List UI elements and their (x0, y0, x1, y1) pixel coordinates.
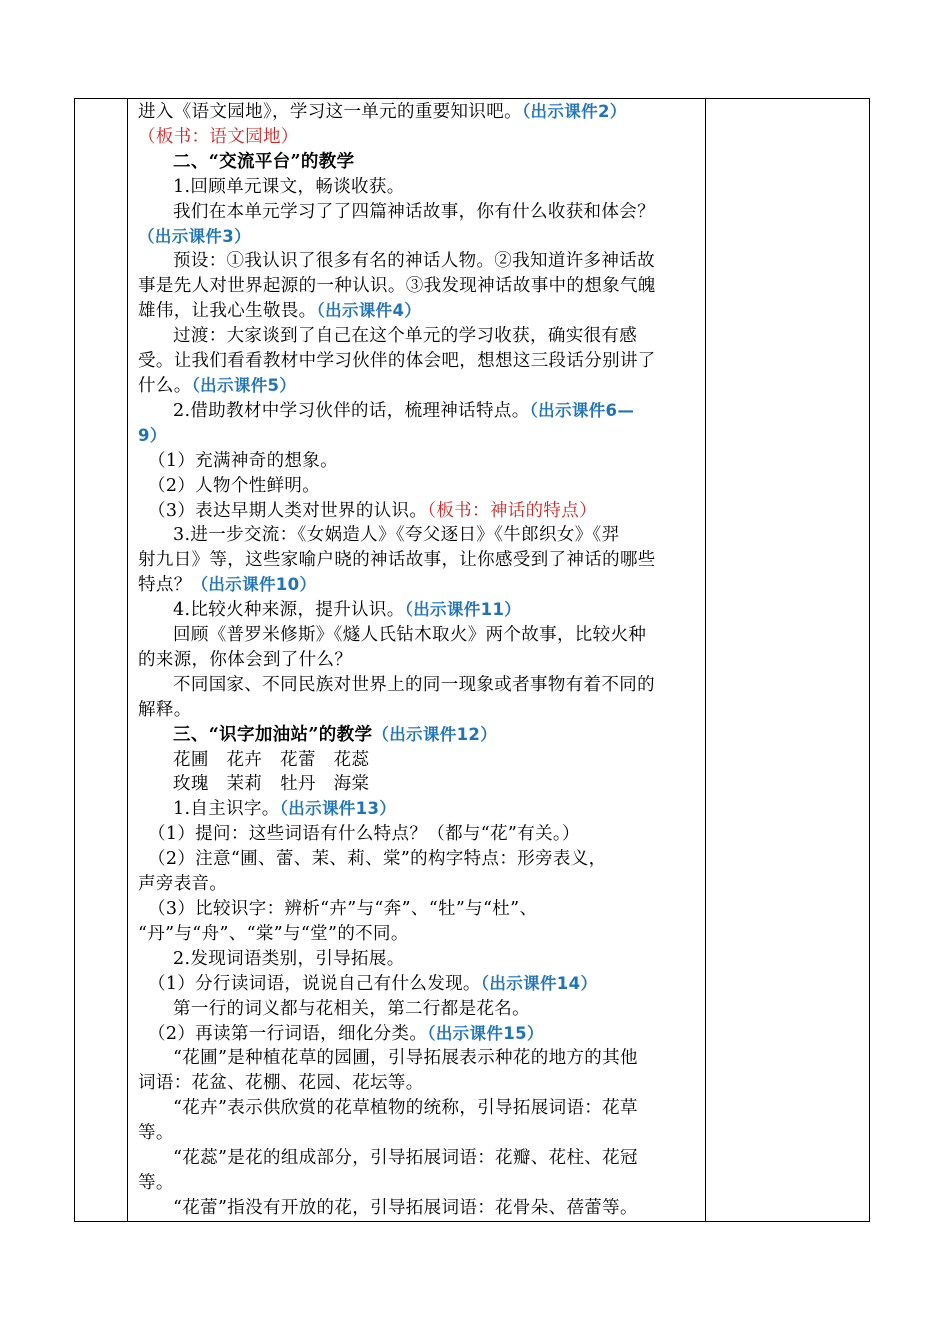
courseware-reference: （出示课件6— (529, 400, 635, 420)
text-line (138, 1096, 697, 1121)
text-line (138, 947, 697, 972)
body-text: 雄伟，让我心生敬畏。 (138, 301, 317, 322)
body-text: 1.回顾单元课文，畅谈收获。 (173, 176, 405, 197)
lesson-plan-table (74, 98, 870, 1222)
body-text: 回顾《普罗米修斯》《燧人氏钻木取火》两个故事，比较火种 (173, 625, 647, 646)
body-text: 声旁表音。 (138, 874, 228, 895)
body-text: 花圃 花卉 花蕾 花蕊 (173, 749, 370, 770)
courseware-reference: （出示课件15） (427, 1023, 544, 1043)
body-text: 词语：花盆、花棚、花园、花坛等。 (138, 1073, 424, 1094)
text-line (138, 399, 697, 424)
text-line (138, 449, 697, 474)
text-line (138, 424, 697, 449)
teaching-process-cell (128, 99, 706, 1222)
text-line (138, 200, 697, 225)
text-line (138, 225, 697, 250)
text-line (138, 1046, 697, 1071)
body-text: 玫瑰 茉莉 牡丹 海棠 (173, 774, 370, 795)
text-line (138, 125, 697, 150)
text-line (138, 822, 697, 847)
body-text: “花蕊”是花的组成部分，引导拓展词语：花瓣、花柱、花冠 (173, 1148, 638, 1169)
body-text: 我们在本单元学习了了四篇神话故事，你有什么收获和体会？ (173, 201, 655, 222)
body-text: 射九日》等，这些家喻户晓的神话故事，让你感受到了神话的哪些 (138, 550, 656, 571)
body-text: 什么。 (138, 375, 192, 396)
left-margin-cell (75, 99, 128, 1222)
body-text: （1）分行读词语，说说自己有什么发现。 (148, 973, 481, 994)
blackboard-note: （板书：神话的特点） (427, 500, 597, 521)
text-line (138, 249, 697, 274)
body-text: 过渡：大家谈到了自己在这个单元的学习收获，确实很有感 (173, 326, 638, 347)
text-line (138, 1121, 697, 1146)
text-line (138, 100, 697, 125)
text-line (138, 847, 697, 872)
text-line (138, 548, 697, 573)
table-row (75, 99, 870, 1222)
body-text: （3）表达早期人类对世界的认识。 (148, 500, 428, 521)
body-text: 2.借助教材中学习伙伴的话，梳理神话特点。 (173, 400, 530, 421)
text-line (138, 623, 697, 648)
body-text: 等。 (138, 1172, 174, 1193)
body-text: “丹”与“舟”、“棠”与“堂”的不同。 (138, 923, 409, 944)
body-text: （2）再读第一行词语，细化分类。 (148, 1023, 428, 1044)
text-line (138, 897, 697, 922)
text-line (138, 772, 697, 797)
courseware-reference: （出示课件4） (316, 301, 422, 321)
body-text: 的来源，你体会到了什么？ (138, 649, 353, 670)
courseware-reference: （出示课件14） (480, 973, 598, 993)
text-line (138, 1196, 697, 1221)
body-text: 预设：①我认识了很多有名的神话人物。②我知道许多神话故 (173, 251, 655, 272)
text-line (138, 598, 697, 623)
blackboard-note: （板书：语文园地） (138, 126, 299, 147)
section-heading: 二、“交流平台”的教学 (173, 151, 355, 172)
body-text: 3.进一步交流：《女娲造人》《夸父逐日》《牛郎织女》《羿 (173, 525, 620, 546)
text-line (138, 972, 697, 997)
body-text: “花蕾”指没有开放的花，引导拓展词语：花骨朵、蓓蕾等。 (173, 1197, 638, 1218)
body-text: 进入《语文园地》，学习这一单元的重要知识吧。 (138, 102, 522, 122)
body-text: （1）充满神奇的想象。 (148, 450, 338, 471)
text-line (138, 299, 697, 324)
body-text: 等。 (138, 1123, 174, 1144)
text-line (138, 797, 697, 822)
text-line (138, 698, 697, 723)
text-line (138, 748, 697, 773)
body-text: （2）人物个性鲜明。 (148, 475, 321, 496)
text-line (138, 374, 697, 399)
courseware-reference: （出示课件5） (191, 375, 297, 395)
body-text: “花圃”是种植花草的园圃，引导拓展表示种花的地方的其他 (173, 1048, 638, 1069)
text-line (138, 723, 697, 748)
text-line (138, 150, 697, 175)
text-line (138, 175, 697, 200)
courseware-reference: （出示课件11） (404, 600, 522, 620)
text-line (138, 1171, 697, 1196)
teaching-process-text (128, 99, 705, 1221)
text-line (138, 274, 697, 299)
text-line (138, 1146, 697, 1171)
body-text: 4.比较火种来源，提升认识。 (173, 600, 405, 621)
body-text: 1.自主识字。 (173, 799, 280, 820)
body-text: 2.发现词语类别，引导拓展。 (173, 948, 405, 969)
text-line (138, 872, 697, 897)
text-line (138, 997, 697, 1022)
body-text: （3）比较识字：辨析“卉”与“奔”、“牡”与“杜”、 (148, 899, 538, 919)
courseware-reference: （出示课件10） (191, 575, 317, 595)
text-line (138, 474, 697, 499)
body-text: 解释。 (138, 699, 192, 720)
body-text: 不同国家、不同民族对世界上的同一现象或者事物有着不同的 (173, 674, 655, 695)
text-line (138, 523, 697, 548)
courseware-reference: （出示课件2） (521, 102, 627, 121)
text-line (138, 673, 697, 698)
courseware-reference: （出示课件12） (372, 724, 498, 744)
body-text: 事是先人对世界起源的一种认识。③我发现神话故事中的想象气魄 (138, 276, 656, 297)
text-line (138, 573, 697, 598)
courseware-reference: （出示课件13） (279, 799, 397, 819)
body-text: 受。让我们看看教材中学习伙伴的体会吧，想想这三段话分别讲了 (138, 351, 656, 372)
right-notes-cell (706, 99, 870, 1222)
body-text: （1）提问：这些词语有什么特点？（都与“花”有关。） (148, 824, 580, 845)
text-line (138, 1022, 697, 1047)
text-line (138, 648, 697, 673)
text-line (138, 922, 697, 947)
courseware-reference: 9） (138, 425, 167, 445)
body-text: （2）注意“圃、蕾、茉、莉、棠”的构字特点：形旁表义， (148, 849, 607, 870)
text-line (138, 324, 697, 349)
text-line (138, 499, 697, 524)
text-line (138, 349, 697, 374)
body-text: 特点？ (138, 575, 192, 596)
text-line (138, 1071, 697, 1096)
body-text: “花卉”表示供欣赏的花草植物的统称，引导拓展词语：花草 (173, 1098, 638, 1119)
body-text: 第一行的词义都与花相关，第二行都是花名。 (173, 998, 530, 1019)
section-heading: 三、“识字加油站”的教学 (173, 724, 373, 745)
courseware-reference: （出示课件3） (138, 226, 251, 246)
